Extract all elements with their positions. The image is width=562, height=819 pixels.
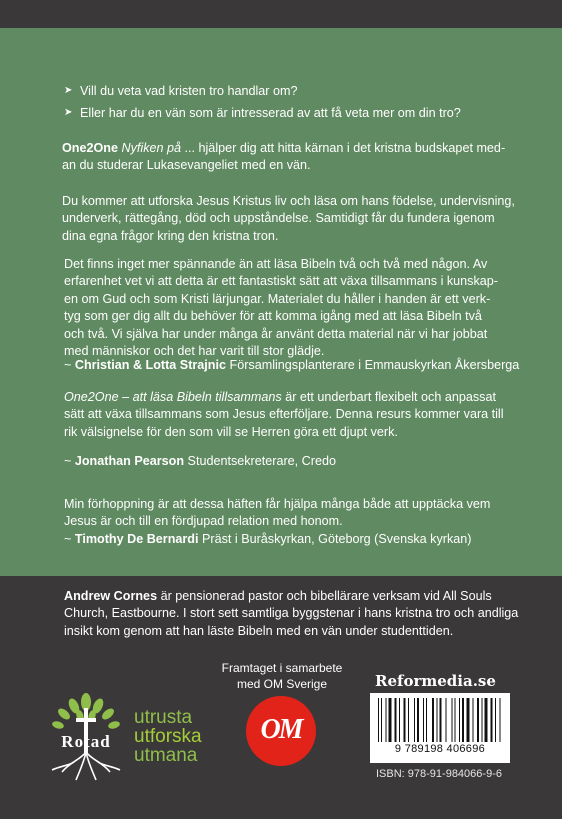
author-line: Church, Eastbourne. I stort sett samtliga byggstenar i hans kristna tro och andliga	[64, 606, 519, 621]
brand-subtitle: Nyfiken på	[121, 141, 182, 155]
testimonial-name: Jonathan Pearson	[74, 454, 185, 468]
explore-line: Du kommer att utforska Jesus Kristus liv och läsa om hans födelse, undervisning,	[62, 194, 515, 208]
collab-line: med OM Sverige	[236, 677, 328, 691]
quote-line: Jesus är och till en fördjupad relation med honom.	[64, 514, 343, 529]
testimonial-signature	[64, 531, 471, 547]
slogan-word: utforska	[134, 726, 202, 747]
quote-line: med människor och det har varit till stor glädje.	[64, 344, 325, 359]
question-text: Eller har du en vän som är intresserad av att få veta mer om din tro?	[80, 106, 461, 120]
intro-paragraph	[62, 140, 517, 175]
arrow-bullet-icon: ➤	[64, 107, 73, 118]
quote-line: och två. Vi själva har under många år använt detta material när vi har jobbat	[64, 326, 488, 341]
author-bio	[64, 588, 524, 640]
isbn-text: ISBN: 978-91-984066-9-6	[376, 768, 502, 780]
top-band	[0, 0, 562, 28]
quote-line: rik välsignelse för den som vill se Herren göra ett djupt verk.	[64, 424, 398, 439]
collaboration-note	[216, 660, 348, 692]
intro-line: ... hjälper dig att hitta kärnan i det kristna budskapet med-	[181, 141, 506, 155]
slogan-word: utrusta	[134, 707, 193, 728]
rotad-wordmark: Rotad	[61, 732, 111, 751]
testimonial-name: Timothy De Bernardi	[74, 532, 199, 546]
explore-line: underverk, rättegång, död och uppståndelse. Samtidigt får du fundera igenom	[62, 211, 495, 226]
question-text: Vill du veta vad kristen tro handlar om?	[80, 84, 298, 98]
quote-line: erfarenhet vet vi att detta är ett fantastiskt sätt att växa tillsammans i kunskap-	[64, 274, 498, 289]
explore-paragraph	[62, 193, 517, 245]
barcode-number: 9 789198 406696	[394, 743, 486, 755]
testimonial-quote	[64, 496, 514, 531]
rotad-logo	[40, 692, 132, 784]
quote-line: Det finns inget mer spännande än att läsa Bibeln två och två med någon. Av	[64, 257, 488, 271]
author-line: insikt kom genom att han läste Bibeln med en vän under studenttiden.	[64, 623, 454, 638]
quote-line: en om Gud och som Kristi lärjungar. Materialet du håller i handen är ett verk-	[64, 291, 491, 306]
testimonial-signature	[64, 357, 519, 373]
question-item	[64, 105, 461, 121]
testimonial-name: Christian & Lotta Strajnic	[74, 358, 227, 372]
explore-line: dina egna frågor kring den kristna tron.	[62, 228, 279, 243]
intro-line: an du studerar Lukasevangeliet med en vän.	[62, 158, 311, 173]
sig-prefix: ~	[64, 358, 72, 372]
collab-line: Framtaget i samarbete	[221, 661, 343, 675]
quote-line: Min förhoppning är att dessa häften får hjälpa många både att upptäcka vem	[64, 497, 491, 511]
sig-prefix: ~	[64, 532, 72, 546]
quote-line: sätt att växa tillsammans som Jesus efterföljare. Denna resurs kommer vara till	[64, 407, 504, 422]
quote-lead: One2One – att läsa Bibeln tillsammans	[64, 390, 282, 404]
question-item	[64, 83, 297, 99]
testimonial-role: Präst i Buråskyrkan, Göteborg (Svenska kyrkan)	[202, 532, 472, 546]
barcode-bars	[378, 698, 502, 742]
brand-name: One2One	[62, 141, 118, 155]
testimonial-quote	[64, 389, 514, 441]
om-logo-text: OM	[260, 714, 302, 745]
testimonial-signature	[64, 453, 336, 469]
sig-prefix: ~	[64, 454, 72, 468]
quote-line: tyg som ger dig allt du behöver för att komma igång med att läsa Bibeln två	[64, 309, 482, 324]
author-name: Andrew Cornes	[64, 589, 158, 603]
publisher-name: Reformedia.se	[375, 672, 496, 690]
testimonial-role: Församlingsplanterare i Emmauskyrkan Åkersberga	[229, 358, 520, 372]
author-line: är pensionerad pastor och bibellärare verksam vid All Souls	[157, 589, 492, 603]
om-logo	[246, 696, 316, 766]
testimonial-quote	[64, 256, 514, 360]
testimonial-role: Studentsekreterare, Credo	[187, 454, 336, 468]
slogan-word: utmana	[134, 745, 198, 766]
arrow-bullet-icon: ➤	[64, 85, 73, 96]
barcode	[370, 693, 510, 763]
quote-line: är ett underbart flexibelt och anpassat	[281, 390, 496, 404]
